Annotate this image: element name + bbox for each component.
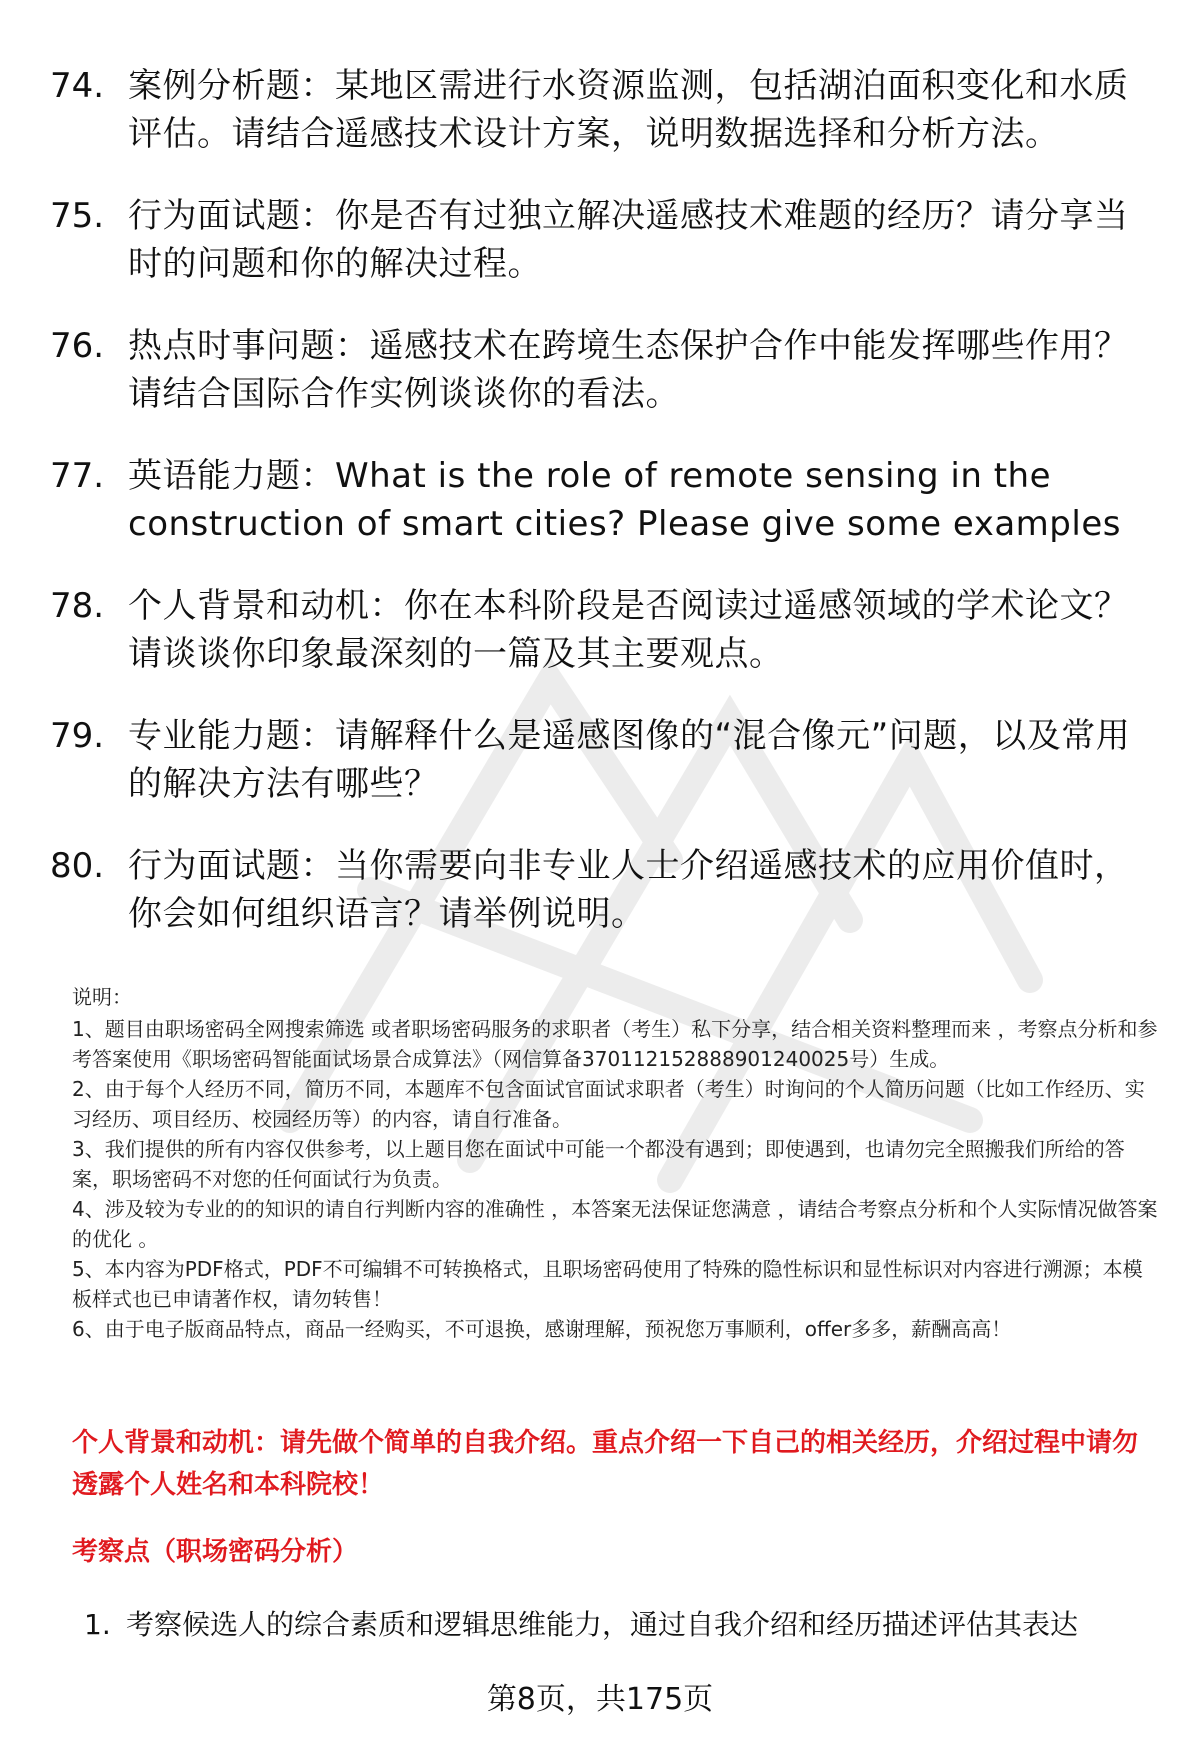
question-item [50,322,1150,418]
question-item [50,192,1150,288]
note-item: 2、由于每个人经历不同，简历不同，本题库不包含面试官面试求职者（考生）时询问的个人简历问题（比如工作经历、实习经历、项目经历、校园经历等）的内容，请自行准备。 [72,1077,1145,1131]
question-number: 79. [50,716,105,756]
note-item: 3、我们提供的所有内容仅供参考，以上题目您在面试中可能一个都没有遇到；即使遇到，也请勿完全照搬我们所给的答案，职场密码不对您的任何面试行为负责。 [72,1137,1125,1191]
question-item [50,712,1150,808]
question-text: 热点时事问题：遥感技术在跨境生态保护合作中能发挥哪些作用？请结合国际合作实例谈谈你的看法。 [128,326,1129,414]
question-text: 英语能力题：What is the role of remote sensing in the construction of smart cities? Please give some examples [128,456,1121,544]
note-item: 1、题目由职场密码全网搜索筛选 或者职场密码服务的求职者（考生）私下分享，结合相关资料整理而来 ，考察点分析和参考答案使用《职场密码智能面试场景合成算法》（网信算备370112152888901240025号）生成。 [72,1017,1158,1071]
page-footer: 第8页，共175页 [486,1682,714,1717]
question-number: 76. [50,326,105,366]
question-item [50,582,1150,678]
question-number: 80. [50,846,105,886]
question-text: 行为面试题：你是否有过独立解决遥感技术难题的经历？请分享当时的问题和你的解决过程。 [128,196,1129,284]
question-list [50,62,1150,972]
question-text: 案例分析题：某地区需进行水资源监测，包括湖泊面积变化和水质评估。请结合遥感技术设计方案，说明数据选择和分析方法。 [128,66,1129,154]
question-number: 77. [50,456,105,496]
note-item: 4、涉及较为专业的的知识的请自行判断内容的准确性 ，本答案无法保证您满意 ，请结合考察点分析和个人实际情况做答案的优化 。 [72,1197,1158,1251]
question-number: 74. [50,66,105,106]
question-item [50,842,1150,938]
question-text: 个人背景和动机：你在本科阶段是否阅读过遥感领域的学术论文？请谈谈你印象最深刻的一篇及其主要观点。 [128,586,1129,674]
question-text: 行为面试题：当你需要向非专业人士介绍遥感技术的应用价值时，你会如何组织语言？请举例说明。 [128,846,1129,934]
analysis-number: 1. [84,1608,111,1641]
question-text: 专业能力题：请解释什么是遥感图像的“混合像元”问题，以及常用的解决方法有哪些？ [128,716,1131,804]
question-item [50,62,1150,158]
analysis-heading: 考察点（职场密码分析） [72,1537,359,1567]
question-number: 78. [50,586,105,626]
notes-section [72,982,1162,1344]
highlight-question: 个人背景和动机：请先做个简单的自我介绍。重点介绍一下自己的相关经历，介绍过程中请勿透露个人姓名和本科院校！ [72,1428,1139,1500]
note-item: 5、本内容为PDF格式，PDF不可编辑不可转换格式，且职场密码使用了特殊的隐性标识和显性标识对内容进行溯源；本模板样式也已申请著作权，请勿转售！ [72,1257,1143,1311]
note-item: 6、由于电子版商品特点，商品一经购买，不可退换，感谢理解，预祝您万事顺利，offer多多，薪酬高高！ [72,1317,1012,1341]
question-number: 75. [50,196,105,236]
analysis-item [84,1605,1174,1645]
question-item [50,452,1150,548]
notes-title: 说明： [72,985,132,1009]
analysis-text: 考察候选人的综合素质和逻辑思维能力，通过自我介绍和经历描述评估其表达 [126,1608,1079,1641]
